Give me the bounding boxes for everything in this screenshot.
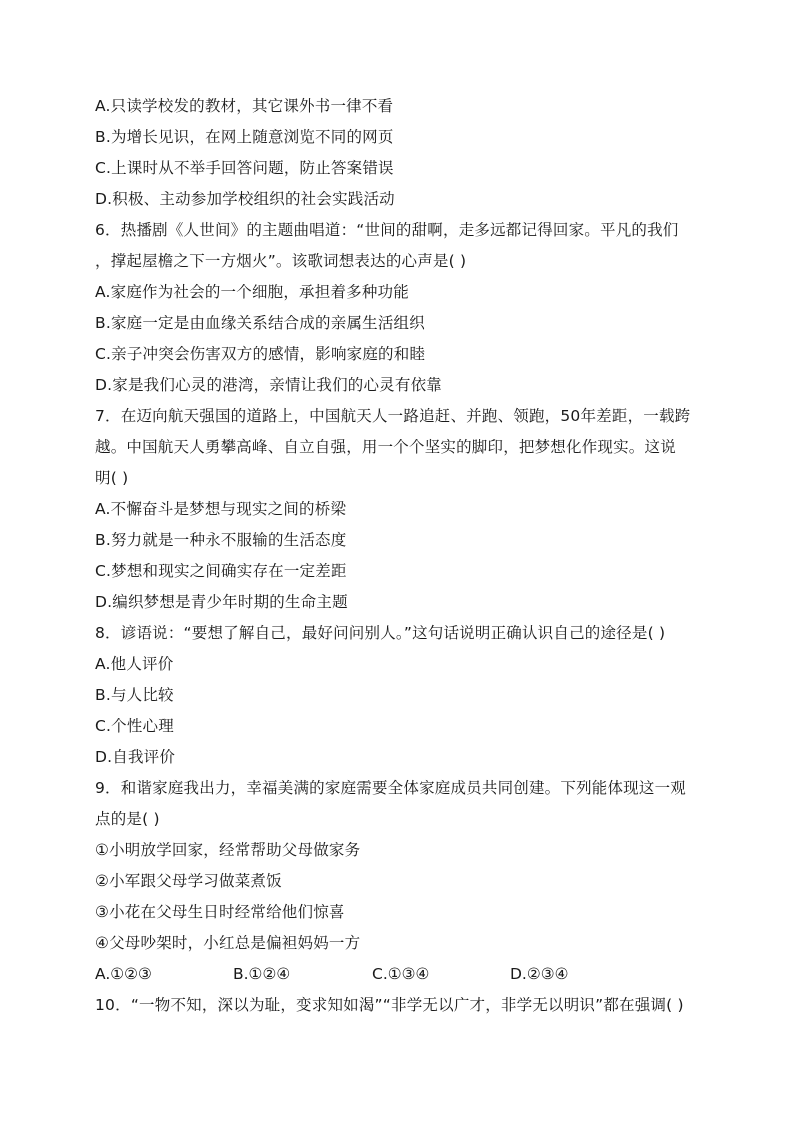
q8-option-c: C.个性心理 xyxy=(95,717,174,735)
q8-option-b: B.与人比较 xyxy=(95,686,174,704)
q9-options-row xyxy=(95,964,705,984)
q7-stem-line-1: 7．在迈向航天强国的道路上，中国航天人一路追赶、并跑、领跑，50年差距，一载跨 xyxy=(95,407,691,425)
q7-option-b: B.努力就是一种永不服输的生活态度 xyxy=(95,531,347,549)
q7-stem-line-3: 明( ) xyxy=(95,469,129,487)
q9-option-d: D.②③④ xyxy=(510,965,569,983)
q9-option-a: A.①②③ xyxy=(95,965,152,983)
q5-option-c: C.上课时从不举手回答问题，防止答案错误 xyxy=(95,159,394,177)
q6-option-d: D.家是我们心灵的港湾，亲情让我们的心灵有依靠 xyxy=(95,376,442,394)
q7-stem-line-2: 越。中国航天人勇攀高峰、自立自强，用一个个坚实的脚印，把梦想化作现实。这说 xyxy=(95,438,676,456)
q7-option-a: A.不懈奋斗是梦想与现实之间的桥梁 xyxy=(95,500,347,518)
q9-item-2: ②小军跟父母学习做菜煮饭 xyxy=(95,872,282,890)
q9-item-4: ④父母吵架时，小红总是偏袒妈妈一方 xyxy=(95,934,361,952)
q9-option-b: B.①②④ xyxy=(233,965,291,983)
q8-option-d: D.自我评价 xyxy=(95,748,176,766)
q7-option-c: C.梦想和现实之间确实存在一定差距 xyxy=(95,562,347,580)
q7-option-d: D.编织梦想是青少年时期的生命主题 xyxy=(95,593,348,611)
q5-option-d: D.积极、主动参加学校组织的社会实践活动 xyxy=(95,190,395,208)
q5-option-a: A.只读学校发的教材，其它课外书一律不看 xyxy=(95,97,394,115)
q6-option-a: A.家庭作为社会的一个细胞，承担着多种功能 xyxy=(95,283,409,301)
q6-option-b: B.家庭一定是由血缘关系结合成的亲属生活组织 xyxy=(95,314,425,332)
q6-stem-line-1: 6．热播剧《人世间》的主题曲唱道：“世间的甜啊，走多远都记得回家。平凡的我们 xyxy=(95,221,679,239)
q6-stem-line-2: ，撑起屋檐之下一方烟火”。该歌词想表达的心声是( ) xyxy=(95,252,467,270)
q5-option-b: B.为增长见识，在网上随意浏览不同的网页 xyxy=(95,128,394,146)
q8-option-a: A.他人评价 xyxy=(95,655,174,673)
q9-item-1: ①小明放学回家，经常帮助父母做家务 xyxy=(95,841,361,859)
q9-item-3: ③小花在父母生日时经常给他们惊喜 xyxy=(95,903,345,921)
q10-stem: 10．“一物不知，深以为耻，变求知如渴”“非学无以广才，非学无以明识”都在强调( ) xyxy=(95,996,684,1014)
q8-stem: 8．谚语说：“要想了解自己，最好问问别人。”这句话说明正确认识自己的途径是( ) xyxy=(95,624,666,642)
q9-option-c: C.①③④ xyxy=(372,965,430,983)
q6-option-c: C.亲子冲突会伤害双方的感情，影响家庭的和睦 xyxy=(95,345,426,363)
q9-stem-line-1: 9．和谐家庭我出力，幸福美满的家庭需要全体家庭成员共同创建。下列能体现这一观 xyxy=(95,779,686,797)
q9-stem-line-2: 点的是( ) xyxy=(95,810,160,828)
